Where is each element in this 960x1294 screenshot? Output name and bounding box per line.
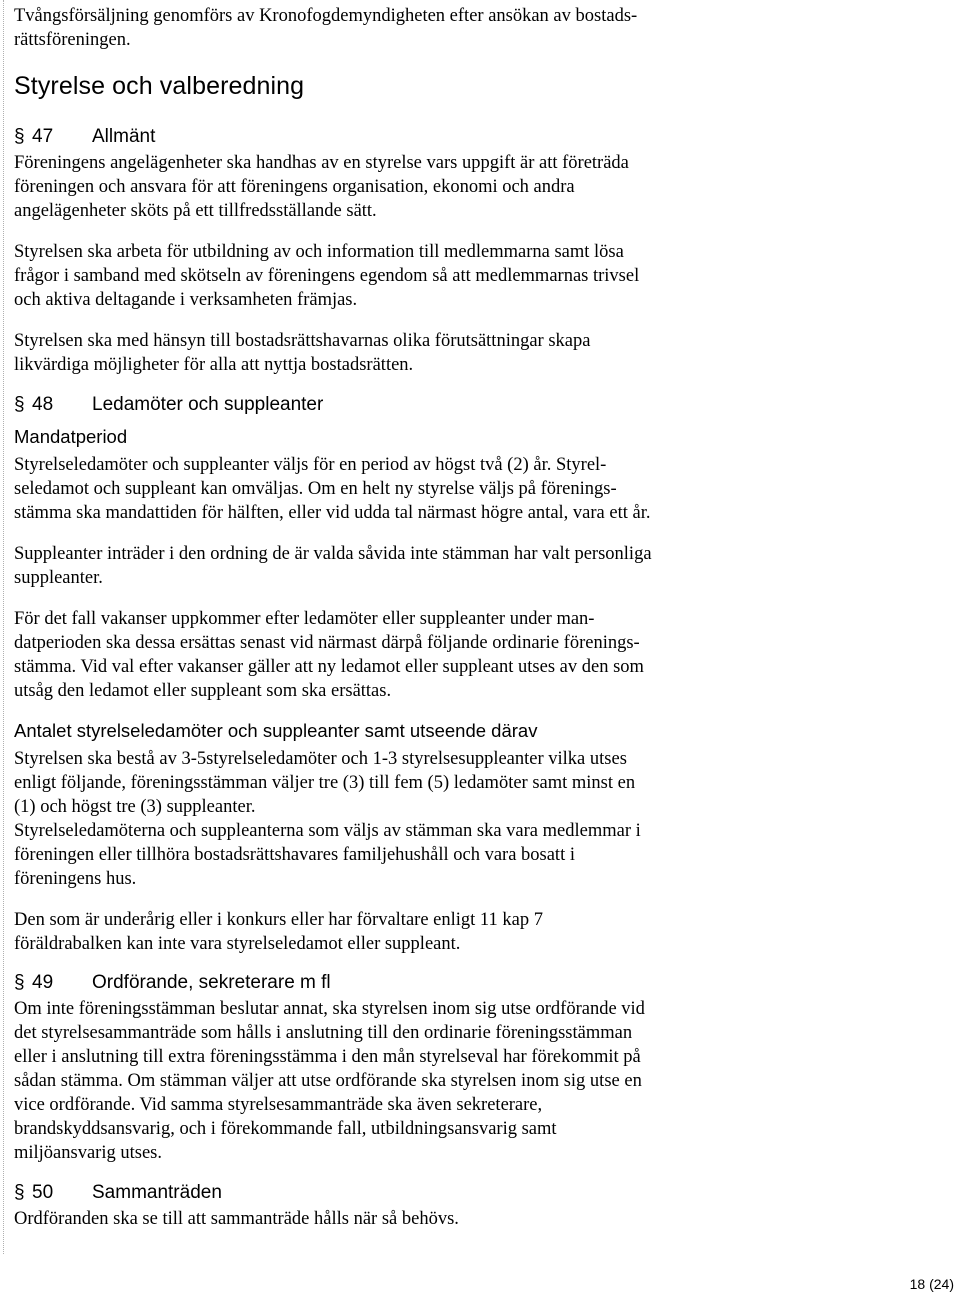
section-number: 50 xyxy=(32,1182,54,1203)
section-title: Allmänt xyxy=(92,126,156,147)
section-49-heading xyxy=(14,972,331,994)
section-48-heading xyxy=(14,394,323,416)
text-line: rättsföreningen. xyxy=(14,30,131,50)
section-50-heading xyxy=(14,1182,222,1204)
text-line: angelägenheter sköts på ett tillfredsställande sätt. xyxy=(14,201,377,221)
section-number: 48 xyxy=(32,394,54,415)
paragraph xyxy=(14,151,629,223)
text-line: vice ordförande. Vid samma styrelsesammanträde ska även sekreterare, xyxy=(14,1095,543,1115)
text-line: eller i anslutning till extra föreningsstämma i den mån styrelseval har förekommit på xyxy=(14,1047,641,1067)
text-line: För det fall vakanser uppkommer efter ledamöter eller suppleanter under man- xyxy=(14,609,595,629)
text-line: Ordföranden ska se till att sammanträde hålls när så behövs. xyxy=(14,1209,459,1229)
paragraph xyxy=(14,329,590,377)
text-line: stämma ska mandattiden för hälften, eller vid udda tal närmast högre antal, vara ett år. xyxy=(14,503,651,523)
text-line: Styrelseledamöter och suppleanter väljs för en period av högst två (2) år. Styrel- xyxy=(14,455,607,475)
text-line: suppleanter. xyxy=(14,568,103,588)
text-line: (1) och högst tre (3) suppleanter. xyxy=(14,797,256,817)
text-line: brandskyddsansvarig, och i förekommande fall, utbildningsansvarig samt xyxy=(14,1119,557,1139)
section-title: Ordförande, sekreterare m fl xyxy=(92,972,331,993)
text-line: Styrelsen ska med hänsyn till bostadsrättshavarnas olika förutsättningar skapa xyxy=(14,331,591,351)
page-number: 18 (24) xyxy=(909,1276,954,1292)
paragraph xyxy=(14,747,641,891)
section-symbol: § xyxy=(14,126,25,147)
chapter-heading: Styrelse och valberedning xyxy=(14,72,305,100)
section-symbol: § xyxy=(14,972,25,993)
text-line: datperioden ska dessa ersättas senast vid närmast därpå följande ordinarie förenings- xyxy=(14,633,640,653)
text-line: Styrelsen ska bestå av 3-5styrelseledamöter och 1-3 styrelsesuppleanter vilka utses xyxy=(14,749,627,769)
text-line: föräldrabalken kan inte vara styrelseledamot eller suppleant. xyxy=(14,934,461,954)
text-line: föreningens hus. xyxy=(14,869,137,889)
text-line: och aktiva deltagande i verksamheten främjas. xyxy=(14,290,358,310)
text-line: Om inte föreningsstämman beslutar annat, ska styrelsen inom sig utse ordförande vid xyxy=(14,999,645,1019)
paragraph xyxy=(14,607,644,703)
text-line: utsåg den ledamot eller suppleant som ska ersättas. xyxy=(14,681,392,701)
subheading: Mandatperiod xyxy=(14,426,128,447)
text-line: föreningen och ansvara för att föreningens organisation, ekonomi och andra xyxy=(14,177,575,197)
section-symbol: § xyxy=(14,1182,25,1203)
paragraph xyxy=(14,542,652,590)
text-line: Styrelsen ska arbeta för utbildning av och information till medlemmarna samt lösa xyxy=(14,242,624,262)
section-47-heading xyxy=(14,126,155,148)
text-line: stämma. Vid val efter vakanser gäller att ny ledamot eller suppleant utses av den som xyxy=(14,657,644,677)
text-line: det styrelsesammanträde som hålls i anslutning till den ordinarie föreningsstämman xyxy=(14,1023,633,1043)
text-line: Styrelseledamöterna och suppleanterna som väljs av stämman ska vara medlemmar i xyxy=(14,821,641,841)
paragraph xyxy=(14,453,650,525)
text-line: sådan stämma. Om stämman väljer att utse ordförande ska styrelsen inom sig utse en xyxy=(14,1071,642,1091)
text-line: föreningen eller tillhöra bostadsrättshavares familjehushåll och vara bosatt i xyxy=(14,845,575,865)
margin-guide-line xyxy=(3,0,4,1254)
section-title: Ledamöter och suppleanter xyxy=(92,394,324,415)
text-line: seledamot och suppleant kan omväljas. Om en helt ny styrelse väljs på förenings- xyxy=(14,479,617,499)
section-number: 49 xyxy=(32,972,54,993)
text-line: Den som är underårig eller i konkurs eller har förvaltare enligt 11 kap 7 xyxy=(14,910,543,930)
section-number: 47 xyxy=(32,126,54,147)
paragraph xyxy=(14,997,645,1165)
intro-paragraph xyxy=(14,4,637,52)
section-title: Sammanträden xyxy=(92,1182,222,1203)
text-line: likvärdiga möjligheter för alla att nyttja bostadsrätten. xyxy=(14,355,414,375)
text-line: miljöansvarig utses. xyxy=(14,1143,162,1163)
text-line: frågor i samband med skötseln av föreningens egendom så att medlemmarnas trivsel xyxy=(14,266,640,286)
text-line: enligt följande, föreningsstämman väljer tre (3) till fem (5) ledamöter samt minst en xyxy=(14,773,636,793)
section-symbol: § xyxy=(14,394,25,415)
text-line: Föreningens angelägenheter ska handhas av en styrelse vars uppgift är att företräda xyxy=(14,153,629,173)
paragraph xyxy=(14,240,639,312)
subheading: Antalet styrelseledamöter och suppleanter samt utseende därav xyxy=(14,720,538,741)
text-line: Suppleanter inträder i den ordning de är valda såvida inte stämman har valt personliga xyxy=(14,544,652,564)
text-line: Tvångsförsäljning genomförs av Kronofogdemyndigheten efter ansökan av bostads- xyxy=(14,6,638,26)
paragraph xyxy=(14,908,543,956)
paragraph xyxy=(14,1207,459,1231)
